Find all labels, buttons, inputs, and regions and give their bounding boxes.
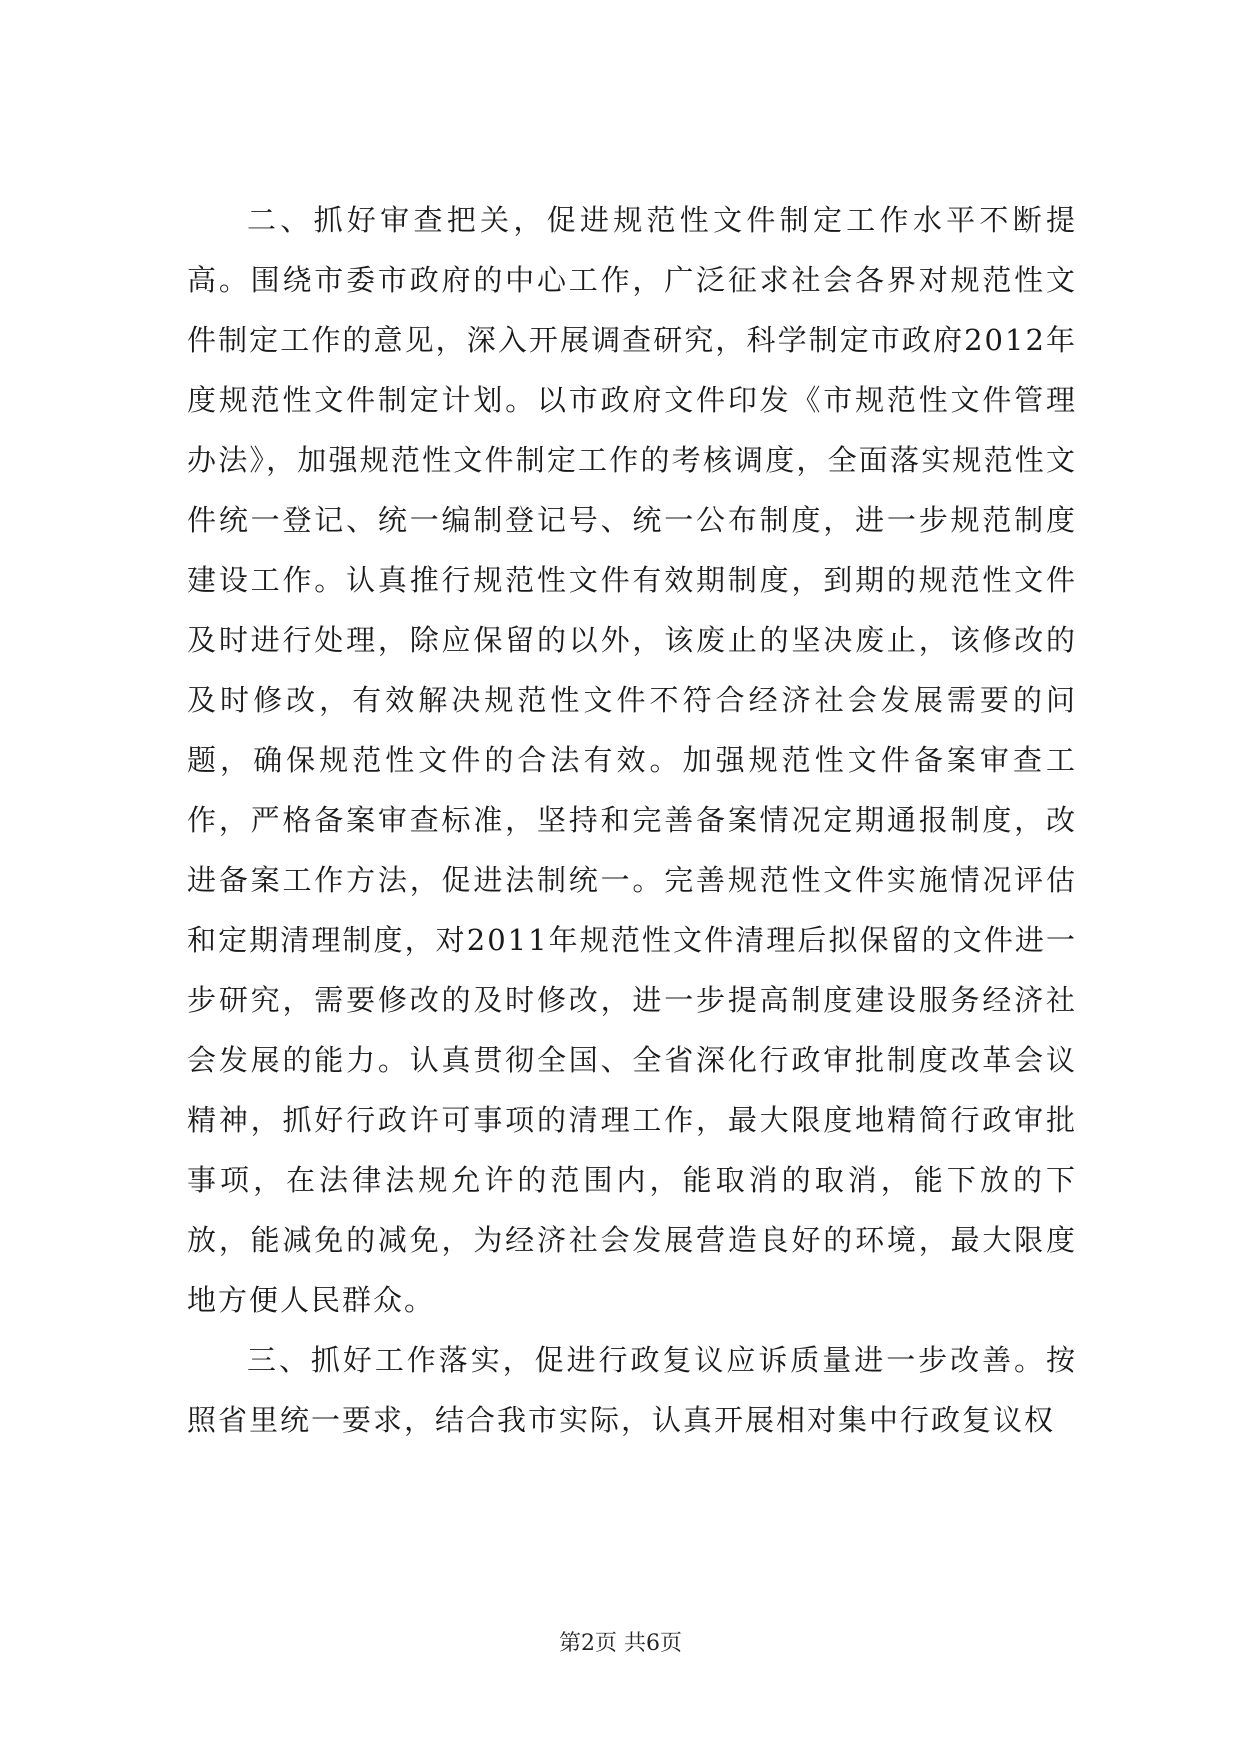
page-footer: 第2页 共6页 xyxy=(559,1631,682,1656)
paragraph-section-two: 二、抓好审查把关，促进规范性文件制定工作水平不断提高。围绕市委市政府的中心工作，广泛征求社会各界对规范性文件制定工作的意见，深入开展调查研究，科学制定市政府2012年度规范性文件制定计划。以市政府文件印发《市规范性文件管理办法》，加强规范性文件制定工作的考核调度，全面落实规范性文件统一登记、统一编制登记号、统一公布制度，进一步规范制度建设工作。认真推行规范性文件有效期制度，到期的规范性文件及时进行处理，除应保留的以外，该废止的坚决废止，该修改的及时修改，有效解决规范性文件不符合经济社会发展需要的问题，确保规范性文件的合法有效。加强规范性文件备案审查工作，严格备案审查标准，坚持和完善备案情况定期通报制度，改进备案工作方法，促进法制统一。完善规范性文件实施情况评估和定期清理制度，对2011年规范性文件清理后拟保留的文件进一步研究，需要修改的及时修改，进一步提高制度建设服务经济社会发展的能力。认真贯彻全国、全省深化行政审批制度改革会议精神，抓好行政许可事项的清理工作，最大限度地精简行政审批事项，在法律法规允许的范围内，能取消的取消，能下放的下放，能减免的减免，为经济社会发展营造良好的环境，最大限度地方便人民群众。 xyxy=(187,203,1077,1317)
document-body xyxy=(187,190,1077,1450)
paragraph-section-three: 三、抓好工作落实，促进行政复议应诉质量进一步改善。按照省里统一要求，结合我市实际，认真开展相对集中行政复议权 xyxy=(187,1343,1077,1437)
